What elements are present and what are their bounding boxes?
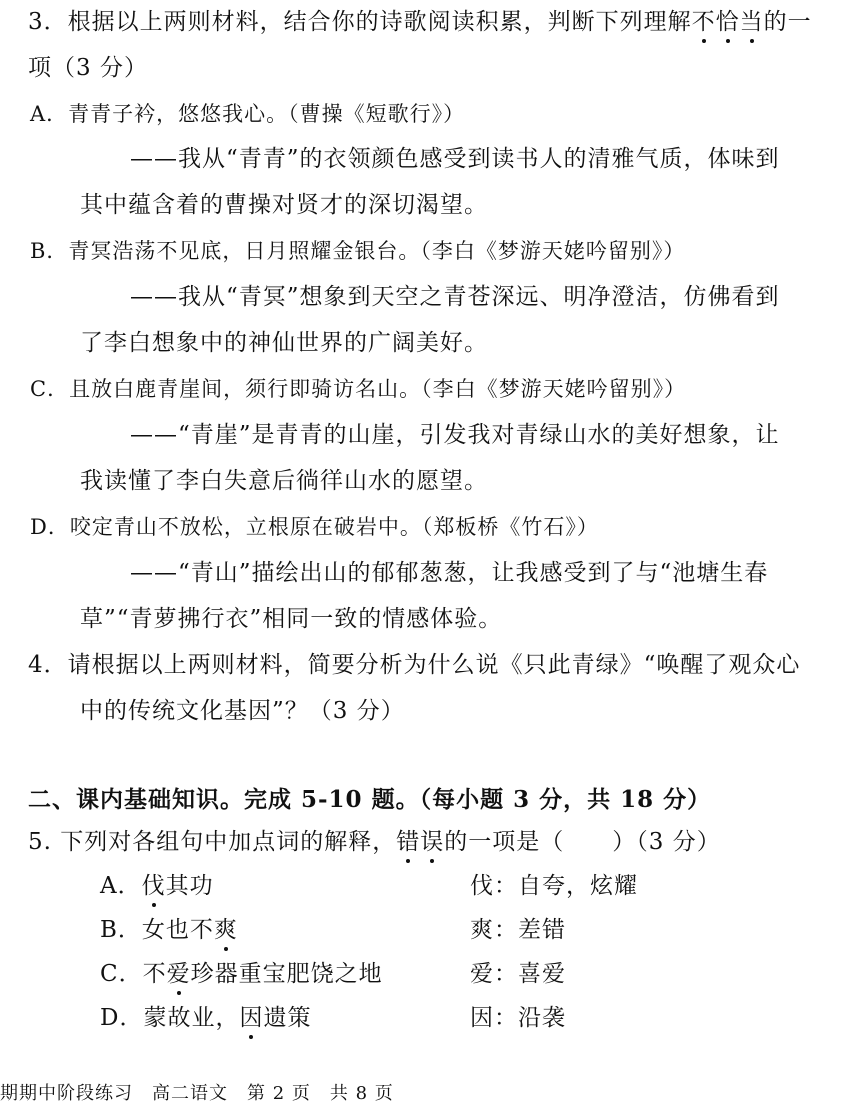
q5-option-text: 其功 [165, 873, 214, 899]
q3-stem-pre: 3．根据以上两则材料，结合你的诗歌阅读积累，判断下列理解 [28, 9, 692, 35]
q3-option-b-body2: 了李白想象中的神仙世界的广阔美好。 [80, 330, 488, 356]
q3-option-d-body2: 草”“青萝拂行衣”相同一致的情感体验。 [80, 606, 503, 632]
section2-title: 二、课内基础知识。完成 5-10 题。（每小题 3 分，共 18 分） [28, 786, 712, 813]
q5-option-text: 不 [142, 961, 167, 987]
q4-line2: 中的传统文化基因”？（3 分） [80, 698, 405, 724]
q3-option-a-body1: ——我从“青青”的衣领颜色感受到读书人的清雅气质，体味到 [130, 146, 780, 172]
q3-option-c-head: C．且放白鹿青崖间，须行即骑访名山。（李白《梦游天姥吟留别》） [30, 377, 687, 401]
q3-option-d-body1: ——“青山”描绘出山的郁郁葱葱，让我感受到了与“池塘生春 [130, 560, 769, 586]
q5-option-b [100, 914, 238, 946]
q5-option-dot-char: 爽 [213, 917, 238, 943]
q3-stem-line1 [28, 6, 812, 38]
q3-option-b-head: B．青冥浩荡不见底，日月照耀金银台。（李白《梦游天姥吟留别》） [30, 239, 686, 263]
q3-option-c-body2: 我读懂了李白失意后徜徉山水的愿望。 [80, 468, 488, 494]
q5-option-dot-char: 因 [239, 1005, 264, 1031]
q5-option-text: 女也不 [141, 917, 214, 943]
q5-option-letter: B． [100, 917, 142, 943]
q5-option-text: 珍器重宝肥饶之地 [190, 961, 383, 987]
q3-option-c-body1: ——“青崖”是青青的山崖，引发我对青绿山水的美好想象，让 [130, 422, 780, 448]
q5-stem-dot-char: 错 [396, 829, 421, 855]
q3-option-a-body2: 其中蕴含着的曹操对贤才的深切渴望。 [80, 192, 488, 218]
q3-option-a-head: A．青青子衿，悠悠我心。（曹操《短歌行》） [30, 102, 466, 126]
q5-option-d-gloss: 因：沿袭 [470, 1005, 566, 1031]
q5-option-letter: C． [100, 961, 143, 987]
q3-stem-dot-char: 恰 [715, 9, 740, 35]
q5-stem-post: 的一项是（ ）（3 分） [444, 829, 721, 855]
q5-option-a-gloss: 伐：自夸，炫耀 [470, 873, 638, 899]
q3-stem-post: 的一 [763, 9, 812, 35]
q5-option-text: 蒙故业， [143, 1005, 240, 1031]
q5-option-c-gloss: 爱：喜爱 [470, 961, 566, 987]
q3-stem-dot-char: 不 [691, 9, 716, 35]
page-footer: 期期中阶段练习 高二语文 第 2 页 共 8 页 [0, 1083, 394, 1104]
q5-option-dot-char: 伐 [141, 873, 166, 899]
q5-option-dot-char: 爱 [166, 961, 191, 987]
q5-option-letter: A． [100, 873, 142, 899]
q5-option-a [100, 870, 214, 902]
q5-stem-dot-char: 误 [420, 829, 445, 855]
q5-stem-pre: 5. 下列对各组句中加点词的解释， [28, 829, 397, 855]
q5-option-text: 遗策 [263, 1005, 312, 1031]
q5-option-b-gloss: 爽：差错 [470, 917, 566, 943]
q3-option-b-body1: ——我从“青冥”想象到天空之青苍深远、明净澄洁，仿佛看到 [130, 284, 780, 310]
q3-stem-line2: 项（3 分） [28, 55, 148, 81]
q4-line1: 4．请根据以上两则材料，简要分析为什么说《只此青绿》“唤醒了观众心 [28, 652, 801, 678]
q5-option-d [100, 1002, 311, 1034]
q5-option-letter: D． [100, 1005, 144, 1031]
q5-stem [28, 826, 721, 858]
q5-option-c [100, 958, 383, 990]
q3-option-d-head: D．咬定青山不放松，立根原在破岩中。（郑板桥《竹石》） [30, 515, 599, 539]
q3-stem-dot-char: 当 [739, 9, 764, 35]
